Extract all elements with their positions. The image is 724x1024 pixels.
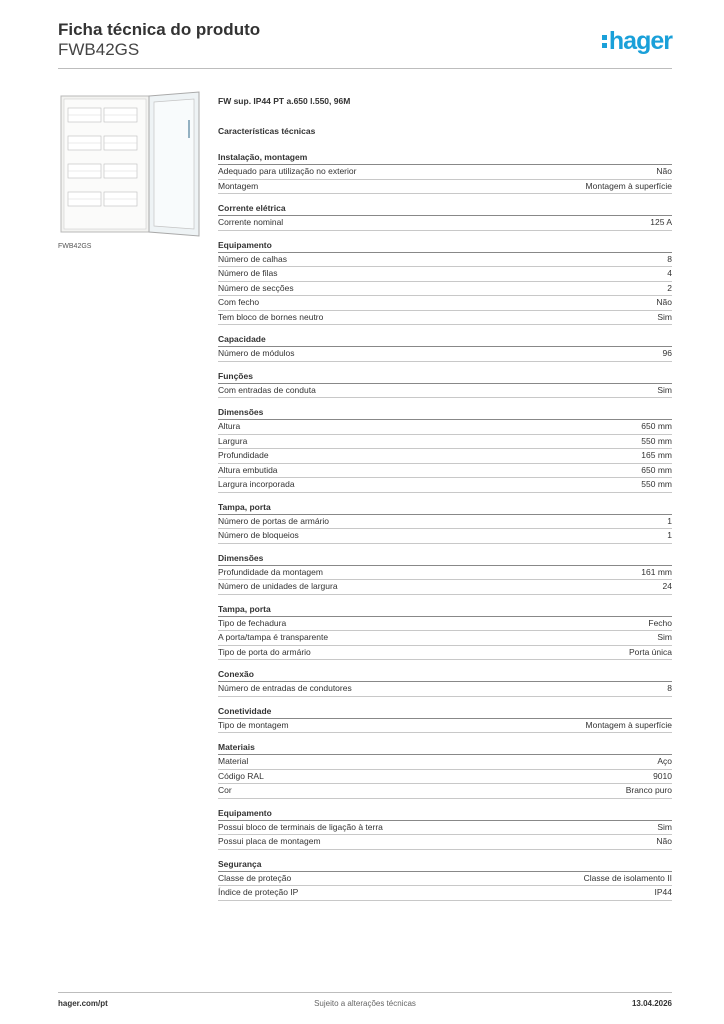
- spec-row: [218, 296, 672, 311]
- spec-label: Largura: [218, 435, 248, 446]
- spec-row: [218, 617, 672, 632]
- spec-label: Com fecho: [218, 297, 260, 307]
- spec-value: Branco puro: [625, 785, 672, 795]
- spec-row: [218, 165, 672, 180]
- spec-group: [218, 807, 672, 850]
- spec-row: [218, 311, 672, 326]
- spec-label: Classe de proteção: [218, 872, 292, 883]
- spec-label: Montagem: [218, 180, 259, 191]
- spec-row: [218, 435, 672, 450]
- product-code: FWB42GS: [58, 40, 140, 59]
- spec-value: 165 mm: [641, 450, 672, 460]
- footer-website: hager.com/pt: [58, 999, 108, 1008]
- spec-label: Profundidade da montagem: [218, 566, 323, 577]
- spec-row: [218, 872, 672, 887]
- spec-label: Número de bloqueios: [218, 530, 299, 540]
- spec-value: Sim: [657, 632, 672, 642]
- spec-label: Altura: [218, 421, 241, 431]
- spec-label: Índice de proteção IP: [218, 887, 299, 897]
- spec-row: [218, 282, 672, 297]
- footer-date: 13.04.2026: [631, 999, 672, 1008]
- spec-group-title: Equipamento: [218, 807, 672, 821]
- spec-value: Sim: [657, 311, 672, 322]
- header-divider: [58, 68, 672, 69]
- spec-value: 96: [662, 348, 672, 358]
- spec-group: [218, 333, 672, 362]
- spec-value: 125 A: [650, 217, 672, 227]
- spec-value: 8: [667, 253, 672, 264]
- spec-group-title: Capacidade: [218, 333, 672, 347]
- spec-label: Altura embutida: [218, 464, 278, 475]
- spec-label: Profundidade: [218, 450, 269, 460]
- spec-group: [218, 705, 672, 734]
- spec-group-title: Conetividade: [218, 705, 672, 719]
- spec-group: [218, 603, 672, 661]
- spec-group-title: Conexão: [218, 668, 672, 682]
- spec-row: [218, 515, 672, 530]
- spec-group-title: Dimensões: [218, 552, 672, 566]
- spec-label: Adequado para utilização no exterior: [218, 166, 357, 176]
- spec-row: [218, 784, 672, 799]
- spec-value: 550 mm: [641, 479, 672, 489]
- spec-value: 4: [667, 268, 672, 278]
- spec-value: Porta única: [629, 646, 672, 657]
- spec-label: Tipo de fechadura: [218, 617, 287, 628]
- spec-group: [218, 858, 672, 901]
- spec-value: 161 mm: [641, 566, 672, 577]
- spec-value: 24: [662, 581, 672, 591]
- spec-row: [218, 529, 672, 544]
- spec-label: Número de unidades de largura: [218, 581, 338, 591]
- spec-group: [218, 552, 672, 595]
- spec-row: [218, 420, 672, 435]
- spec-row: [218, 566, 672, 581]
- spec-value: Não: [656, 166, 672, 176]
- spec-group-title: Segurança: [218, 858, 672, 872]
- spec-group: [218, 501, 672, 544]
- spec-label: A porta/tampa é transparente: [218, 632, 329, 642]
- document-title: Ficha técnica do produto: [58, 20, 261, 39]
- spec-group: [218, 406, 672, 493]
- spec-label: Número de portas de armário: [218, 515, 330, 526]
- spec-label: Cor: [218, 785, 232, 795]
- spec-row: [218, 253, 672, 268]
- spec-row: [218, 580, 672, 595]
- logo-mark-icon: [602, 35, 607, 48]
- spec-row: [218, 770, 672, 785]
- spec-value: Sim: [657, 384, 672, 395]
- spec-group: [218, 668, 672, 697]
- spec-value: Não: [656, 297, 672, 307]
- spec-value: 8: [667, 683, 672, 693]
- spec-value: 2: [667, 282, 672, 293]
- spec-row: [218, 347, 672, 362]
- spec-row: [218, 719, 672, 734]
- spec-value: Aço: [657, 756, 672, 766]
- hager-logo: [602, 27, 672, 55]
- spec-label: Material: [218, 756, 249, 766]
- spec-value: Montagem à superfície: [585, 180, 672, 191]
- spec-label: Possui placa de montagem: [218, 836, 321, 846]
- spec-group: [218, 370, 672, 399]
- image-caption: FWB42GS: [58, 243, 92, 250]
- spec-row: [218, 449, 672, 464]
- spec-group: [218, 239, 672, 326]
- spec-value: 550 mm: [641, 435, 672, 446]
- spec-group-title: Equipamento: [218, 239, 672, 253]
- spec-label: Tipo de porta do armário: [218, 646, 311, 657]
- spec-value: 650 mm: [641, 421, 672, 431]
- spec-label: Número de entradas de condutores: [218, 683, 352, 693]
- spec-label: Tipo de montagem: [218, 719, 289, 730]
- product-image: [57, 90, 203, 238]
- page-header: [58, 20, 672, 68]
- spec-value: IP44: [654, 887, 672, 897]
- spec-row: [218, 886, 672, 901]
- specifications-panel: [218, 96, 672, 909]
- spec-group-title: Tampa, porta: [218, 603, 672, 617]
- spec-label: Com entradas de conduta: [218, 384, 316, 395]
- spec-label: Largura incorporada: [218, 479, 295, 489]
- spec-group-title: Dimensões: [218, 406, 672, 420]
- spec-row: [218, 384, 672, 399]
- spec-value: 1: [667, 530, 672, 540]
- spec-group: [218, 151, 672, 194]
- spec-row: [218, 835, 672, 850]
- spec-label: Corrente nominal: [218, 217, 284, 227]
- spec-label: Possui bloco de terminais de ligação à terra: [218, 821, 383, 832]
- spec-row: [218, 755, 672, 770]
- spec-value: 650 mm: [641, 464, 672, 475]
- footer-divider: [58, 992, 672, 993]
- spec-value: Classe de isolamento II: [583, 872, 672, 883]
- spec-row: [218, 631, 672, 646]
- spec-label: Código RAL: [218, 770, 264, 781]
- spec-label: Número de módulos: [218, 348, 295, 358]
- spec-value: 9010: [653, 770, 672, 781]
- spec-group-title: Materiais: [218, 741, 672, 755]
- spec-value: Não: [656, 836, 672, 846]
- spec-groups: [218, 151, 672, 901]
- footer-notice: Sujeito a alterações técnicas: [314, 999, 416, 1008]
- spec-group: [218, 202, 672, 231]
- spec-label: Número de filas: [218, 268, 278, 278]
- spec-group: [218, 741, 672, 799]
- spec-value: Sim: [657, 821, 672, 832]
- spec-row: [218, 464, 672, 479]
- spec-group-title: Funções: [218, 370, 672, 384]
- spec-group-title: Tampa, porta: [218, 501, 672, 515]
- spec-row: [218, 267, 672, 282]
- spec-value: Montagem à superfície: [585, 719, 672, 730]
- logo-text: hager: [608, 27, 672, 55]
- spec-label: Número de calhas: [218, 253, 287, 264]
- spec-value: 1: [667, 515, 672, 526]
- spec-row: [218, 821, 672, 836]
- spec-value: Fecho: [648, 617, 672, 628]
- spec-label: Número de secções: [218, 282, 294, 293]
- spec-row: [218, 646, 672, 661]
- product-description: FW sup. IP44 PT a.650 l.550, 96M: [218, 96, 351, 106]
- spec-row: [218, 180, 672, 195]
- specs-heading: Características técnicas: [218, 126, 316, 136]
- spec-row: [218, 682, 672, 697]
- spec-row: [218, 216, 672, 231]
- spec-group-title: Instalação, montagem: [218, 151, 672, 165]
- spec-group-title: Corrente elétrica: [218, 202, 672, 216]
- spec-row: [218, 478, 672, 493]
- spec-label: Tem bloco de bornes neutro: [218, 311, 324, 322]
